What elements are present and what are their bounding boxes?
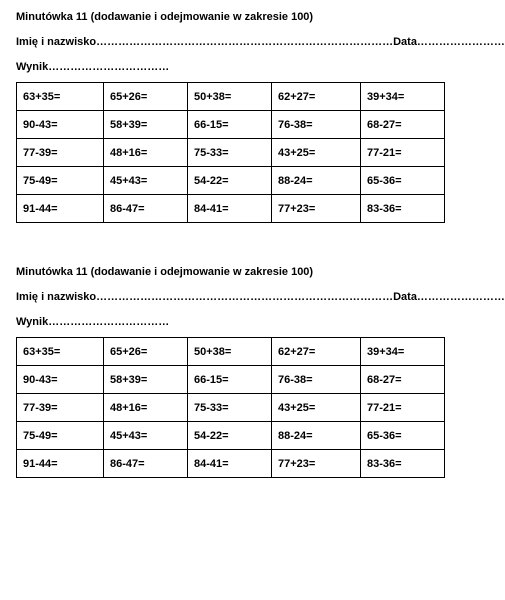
name-date-line (16, 35, 505, 49)
exercise-cell: 43+25= (272, 139, 361, 167)
exercise-cell: 88-24= (272, 422, 361, 450)
exercise-cell: 68-27= (361, 111, 445, 139)
name-field: Imię i nazwisko……………………………………………………………………… (16, 36, 394, 48)
exercise-cell: 65-36= (361, 167, 445, 195)
exercise-cell: 75-49= (17, 422, 104, 450)
exercise-cell: 45+43= (104, 167, 188, 195)
table-row (17, 83, 445, 111)
exercise-cell: 86-47= (104, 450, 188, 478)
exercise-cell: 75-49= (17, 167, 104, 195)
date-field: Data…………………… (393, 291, 505, 303)
exercise-cell: 39+34= (361, 83, 445, 111)
exercise-cell: 65-36= (361, 422, 445, 450)
exercise-cell: 48+16= (104, 394, 188, 422)
name-date-line (16, 290, 505, 304)
exercise-cell: 58+39= (104, 111, 188, 139)
exercise-cell: 77+23= (272, 450, 361, 478)
result-field: Wynik…………………………… (16, 316, 170, 328)
table-row (17, 366, 445, 394)
exercise-cell: 77+23= (272, 195, 361, 223)
exercise-cell: 90-43= (17, 366, 104, 394)
exercise-cell: 50+38= (188, 338, 272, 366)
exercise-cell: 75-33= (188, 139, 272, 167)
table-row (17, 450, 445, 478)
table-row (17, 139, 445, 167)
exercise-cell: 83-36= (361, 195, 445, 223)
exercise-cell: 88-24= (272, 167, 361, 195)
exercise-cell: 91-44= (17, 450, 104, 478)
exercise-cell: 68-27= (361, 366, 445, 394)
exercise-cell: 66-15= (188, 111, 272, 139)
table-row (17, 338, 445, 366)
exercise-cell: 65+26= (104, 338, 188, 366)
exercise-cell: 54-22= (188, 167, 272, 195)
exercise-table (16, 337, 445, 478)
table-row (17, 394, 445, 422)
exercise-cell: 62+27= (272, 338, 361, 366)
worksheet-title: Minutówka 11 (dodawanie i odejmowanie w zakresie 100) (16, 266, 314, 278)
exercise-cell: 65+26= (104, 83, 188, 111)
exercise-cell: 63+35= (17, 338, 104, 366)
exercise-cell: 48+16= (104, 139, 188, 167)
exercise-cell: 75-33= (188, 394, 272, 422)
worksheet-title: Minutówka 11 (dodawanie i odejmowanie w zakresie 100) (16, 11, 314, 23)
exercise-cell: 84-41= (188, 450, 272, 478)
exercise-cell: 45+43= (104, 422, 188, 450)
table-row (17, 111, 445, 139)
exercise-cell: 76-38= (272, 111, 361, 139)
table-row (17, 422, 445, 450)
exercise-cell: 76-38= (272, 366, 361, 394)
table-row (17, 195, 445, 223)
exercise-cell: 83-36= (361, 450, 445, 478)
exercise-table (16, 82, 445, 223)
exercise-cell: 50+38= (188, 83, 272, 111)
exercise-cell: 43+25= (272, 394, 361, 422)
exercise-cell: 62+27= (272, 83, 361, 111)
date-field: Data…………………… (393, 36, 505, 48)
exercise-cell: 58+39= (104, 366, 188, 394)
exercise-cell: 77-39= (17, 139, 104, 167)
exercise-cell: 63+35= (17, 83, 104, 111)
exercise-cell: 86-47= (104, 195, 188, 223)
worksheet-1 (16, 10, 505, 223)
worksheet-2 (16, 265, 505, 478)
exercise-cell: 54-22= (188, 422, 272, 450)
exercise-cell: 84-41= (188, 195, 272, 223)
exercise-cell: 66-15= (188, 366, 272, 394)
exercise-cell: 77-21= (361, 394, 445, 422)
exercise-cell: 39+34= (361, 338, 445, 366)
exercise-cell: 77-21= (361, 139, 445, 167)
exercise-cell: 91-44= (17, 195, 104, 223)
table-row (17, 167, 445, 195)
exercise-cell: 77-39= (17, 394, 104, 422)
result-field: Wynik…………………………… (16, 61, 170, 73)
name-field: Imię i nazwisko……………………………………………………………………… (16, 291, 394, 303)
exercise-cell: 90-43= (17, 111, 104, 139)
